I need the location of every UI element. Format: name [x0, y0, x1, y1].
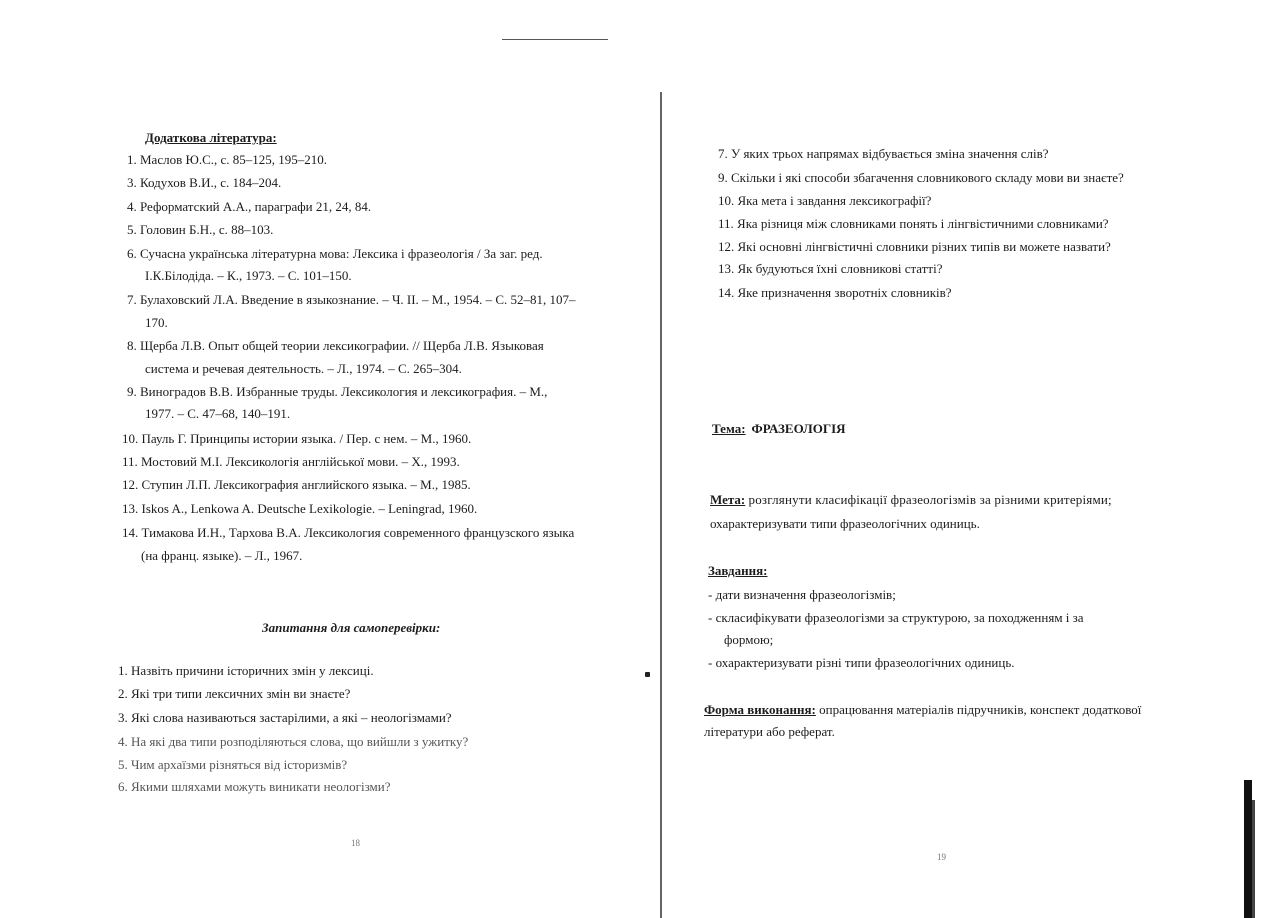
- reference-item: 9. Виноградов В.В. Избранные труды. Лексикология и лексикография. – М.,: [127, 384, 548, 399]
- reference-continuation: система и речевая деятельность. – Л., 1974. – С. 265–304.: [145, 361, 462, 376]
- reference-item: 13. Iskos A., Lenkowa A. Deutsche Lexikologie. – Leningrad, 1960.: [122, 501, 478, 516]
- question-item: 9. Скільки і які способи збагачення словникового складу мови ви знаєте?: [718, 170, 1124, 185]
- goal-label: Мета:: [710, 492, 746, 507]
- reference-item: 12. Ступин Л.П. Лексикография английского языка. – М., 1985.: [122, 477, 471, 492]
- reference-continuation: І.К.Білодіда. – К., 1973. – С. 101–150.: [145, 268, 352, 283]
- right-page: [650, 0, 1264, 918]
- task-item: - охарактеризувати різні типи фразеологічних одиниць.: [708, 655, 1015, 670]
- reference-continuation: 170.: [145, 315, 168, 330]
- reference-item: 4. Реформатский А.А., параграфи 21, 24, 84.: [127, 199, 372, 214]
- form-continuation: літератури або реферат.: [704, 724, 835, 739]
- questions-heading: Запитання для самоперевірки:: [262, 620, 441, 635]
- question-item: 6. Якими шляхами можуть виникати неологізми?: [118, 779, 391, 794]
- question-item: 14. Яке призначення зворотніх словників?: [718, 285, 952, 300]
- reference-item: 10. Пауль Г. Принципы истории языка. / Пер. с нем. – М., 1960.: [122, 431, 472, 446]
- literature-heading: Додаткова література:: [145, 130, 277, 145]
- reference-continuation: 1977. – С. 47–68, 140–191.: [145, 406, 291, 421]
- reference-item: 7. Булаховский Л.А. Введение в языкознание. – Ч. ІІ. – М., 1954. – С. 52–81, 107–: [127, 292, 576, 307]
- topic-label: Тема:: [712, 421, 746, 436]
- task-item: - скласифікувати фразеологізми за структурою, за походженням і за: [708, 610, 1084, 625]
- reference-item: 1. Маслов Ю.С., с. 85–125, 195–210.: [127, 152, 328, 167]
- reference-item: 14. Тимакова И.Н., Тархова В.А. Лексикология современного французского языка: [122, 525, 575, 540]
- tasks-label: Завдання:: [708, 563, 768, 578]
- reference-continuation: (на франц. языке). – Л., 1967.: [141, 548, 303, 563]
- goal-line: [710, 492, 1238, 508]
- goal-continuation: охарактеризувати типи фразеологічних одиниць.: [710, 516, 980, 531]
- topic-value: ФРАЗЕОЛОГІЯ: [751, 421, 846, 436]
- reference-item: 3. Кодухов В.И., с. 184–204.: [127, 175, 282, 190]
- question-item: 3. Які слова називаються застарілими, а які – неологізмами?: [118, 710, 452, 725]
- form-label: Форма виконання:: [704, 702, 816, 717]
- question-item: 12. Які основні лінгвістичні словники різних типів ви можете назвати?: [718, 239, 1111, 254]
- topic-line: [712, 421, 846, 437]
- question-item: 4. На які два типи розподіляються слова, що вийшли з ужитку?: [118, 734, 469, 749]
- reference-item: 5. Головин Б.Н., с. 88–103.: [127, 222, 274, 237]
- question-item: 1. Назвіть причини історичних змін у лексиці.: [118, 663, 374, 678]
- page-number: 19: [937, 852, 946, 862]
- question-item: 13. Як будуються їхні словникові статті?: [718, 261, 943, 276]
- question-item: 10. Яка мета і завдання лексикографії?: [718, 193, 932, 208]
- goal-text: розглянути класифікації фразеологізмів за різними критеріями;: [748, 492, 1112, 507]
- question-item: 11. Яка різниця між словниками понять і лінгвістичними словниками?: [718, 216, 1109, 231]
- reference-item: 8. Щерба Л.В. Опыт общей теории лексикографии. // Щерба Л.В. Языковая: [127, 338, 544, 353]
- form-text: опрацювання матеріалів підручників, конспект додаткової: [819, 702, 1142, 717]
- question-item: 2. Які три типи лексичних змін ви знаєте?: [118, 686, 351, 701]
- question-item: 7. У яких трьох напрямах відбувається зміна значення слів?: [718, 146, 1049, 161]
- page-number: 18: [351, 838, 360, 848]
- form-line: [704, 702, 1141, 718]
- task-item: - дати визначення фразеологізмів;: [708, 587, 896, 602]
- reference-item: 6. Сучасна українська літературна мова: Лексика і фразеологія / За заг. ред.: [127, 246, 543, 261]
- task-continuation: формою;: [724, 632, 774, 647]
- reference-item: 11. Мостовий М.І. Лексикологія англійської мови. – Х., 1993.: [122, 454, 460, 469]
- question-item: 5. Чим архаїзми різняться від історизмів?: [118, 757, 348, 772]
